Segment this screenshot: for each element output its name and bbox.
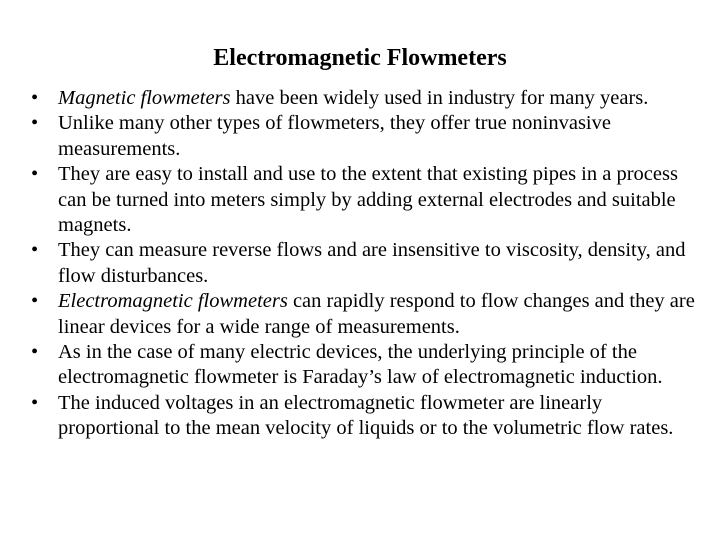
bullet-plain-text: can rapidly respond to flow changes and they are linear devices for a wide range of measurements. <box>58 290 695 338</box>
bullet-text <box>58 341 663 388</box>
bullet-plain-text: They can measure reverse flows and are insensitive to viscosity, density, and flow disturbances. <box>58 239 686 287</box>
bullet-item <box>31 111 701 162</box>
bullet-plain-text: have been widely used in industry for many years. <box>230 87 649 109</box>
bullet-text <box>58 163 678 236</box>
bullet-plain-text: The induced voltages in an electromagnetic flowmeter are linearly proportional to the mean velocity of liquids or to the volumetric flow rates. <box>58 391 674 440</box>
bullet-icon: • <box>31 112 39 135</box>
bullet-plain-text: As in the case of many electric devices, the underlying principle of the electromagnetic flowmeter is Faraday’s law of electromagnetic induction. <box>58 341 663 389</box>
bullet-italic-text: Electromagnetic flowmeters <box>58 290 288 313</box>
bullet-text <box>58 87 648 109</box>
bullet-italic-text: Magnetic flowmeters <box>58 87 231 109</box>
bullet-item <box>31 162 701 238</box>
bullet-icon: • <box>31 341 39 364</box>
bullet-plain-text: They are easy to install and use to the extent that existing pipes in a process can be turned into meters simply by adding external electrodes and suitable magnets. <box>58 163 678 237</box>
slide-title: Electromagnetic Flowmeters <box>213 45 507 71</box>
bullet-item <box>31 238 701 289</box>
bullet-item <box>31 391 701 442</box>
bullet-text <box>58 290 695 337</box>
bullet-icon: • <box>31 239 39 262</box>
bullet-list <box>31 86 701 442</box>
bullet-icon: • <box>31 87 39 109</box>
bullet-plain-text: Unlike many other types of flowmeters, they offer true noninvasive measurements. <box>58 112 611 160</box>
bullet-item <box>31 86 701 111</box>
bullet-icon: • <box>31 391 39 414</box>
bullet-text <box>58 392 673 439</box>
bullet-item <box>31 289 701 340</box>
bullet-icon: • <box>31 290 39 313</box>
bullet-text <box>58 112 611 159</box>
bullet-icon: • <box>31 163 39 186</box>
bullet-item <box>31 340 701 391</box>
bullet-text <box>58 239 686 286</box>
